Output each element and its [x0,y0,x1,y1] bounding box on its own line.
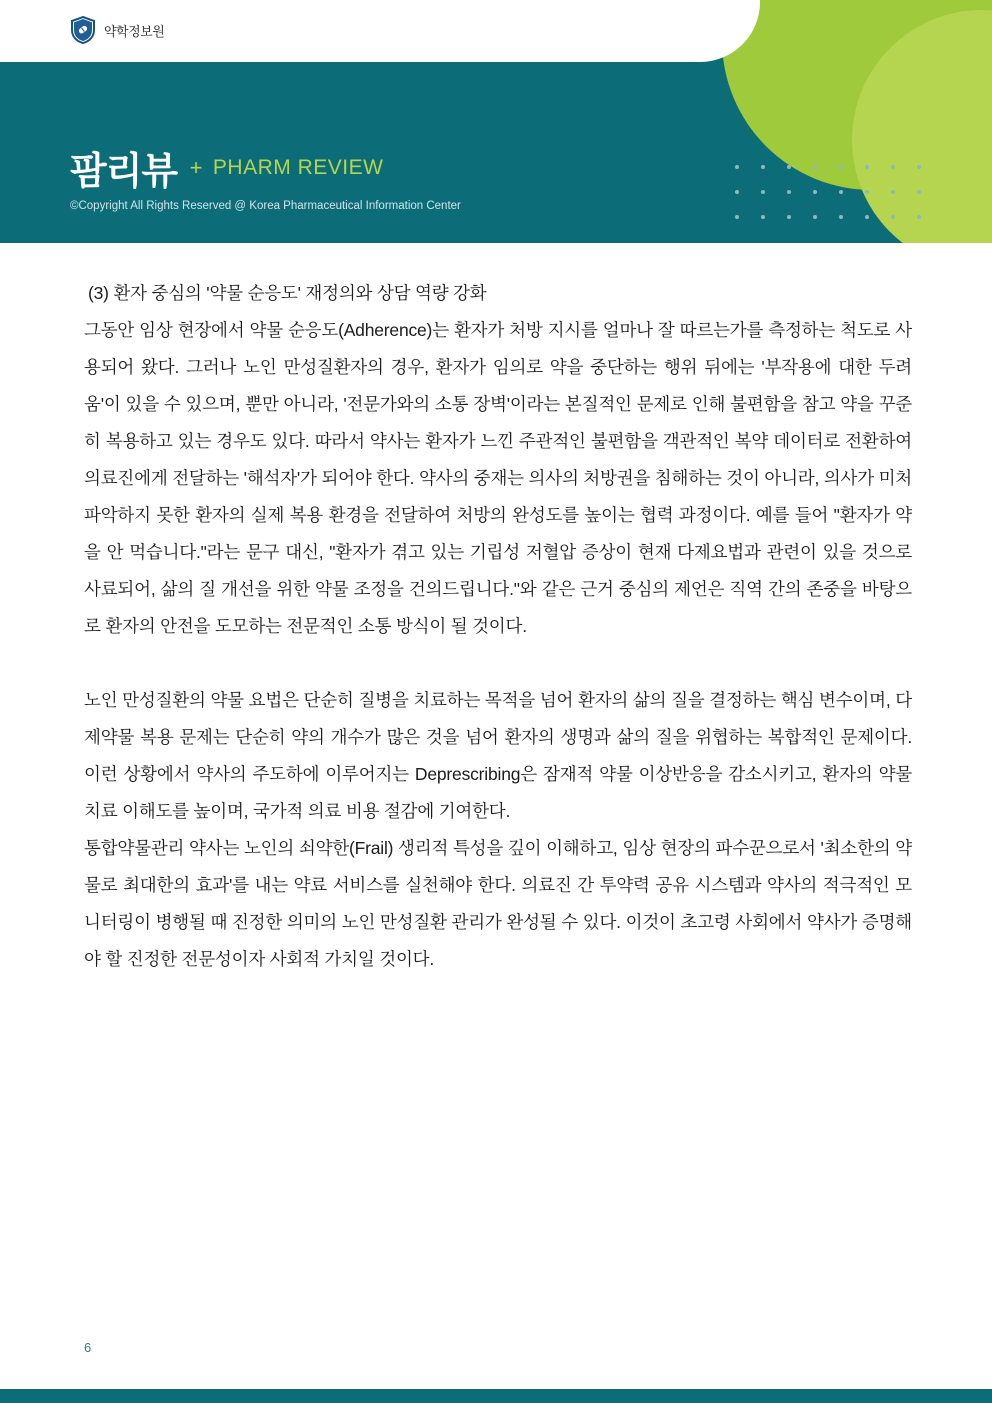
page-number: 6 [84,1340,92,1355]
page-header [0,0,992,243]
logo [70,16,164,44]
brand-title-ko: 팜리뷰 [70,151,178,193]
brand-title-en: PHARM REVIEW [212,155,384,179]
section-heading: (3) 환자 중심의 '약물 순응도' 재정의와 상담 역량 강화 [88,283,487,303]
shield-pill-icon [70,16,96,44]
paragraph-2: 노인 만성질환의 약물 요법은 단순히 질병을 치료하는 목적을 넘어 환자의 삶의 질을 결정하는 핵심 변수이며, 다제약물 복용 문제는 단순히 약의 개수가 많은 것을 넘어 환자의 생명과 삶의 질을 위협하는 복합적인 문제이다. 이런 상황에서 약사의 주도하에 이루어지는 Deprescribing은 잠재적 약물 이상반응을 감소시키고, 환자의 약물 치료 이해도를 높이며, 국가적 의료 비용 절감에 기여한다. [84,690,912,821]
brand-plus-icon: + [189,154,203,180]
paragraph-3: 통합약물관리 약사는 노인의 쇠약한(Frail) 생리적 특성을 깊이 이해하고, 임상 현장의 파수꾼으로서 '최소한의 약물로 최대한의 효과'를 내는 약료 서비스를 실천해야 한다. 의료진 간 투약력 공유 시스템과 약사의 적극적인 모니터링이 병행될 때 진정한 의미의 노인 만성질환 관리가 완성될 수 있다. 이것이 초고령 사회에서 약사가 증명해야 할 진정한 전문성이자 사회적 가치일 것이다. [84,838,912,969]
copyright-text: ©Copyright All Rights Reserved @ Korea Pharmaceutical Information Center [70,200,461,212]
article-body [84,275,912,978]
paragraph-1: 그동안 임상 현장에서 약물 순응도(Adherence)는 환자가 처방 지시를 얼마나 잘 따르는가를 측정하는 척도로 사용되어 왔다. 그러나 노인 만성질환자의 경우, 환자가 임의로 약을 중단하는 행위 뒤에는 '부작용에 대한 두려움'이 있을 수 있으며, 뿐만 아니라, '전문가와의 소통 장벽'이라는 본질적인 문제로 인해 불편함을 참고 약을 꾸준히 복용하고 있는 경우도 있다. 따라서 약사는 환자가 느낀 주관적인 불편함을 객관적인 복약 데이터로 전환하여 의료진에게 전달하는 '해석자'가 되어야 한다. 약사의 중재는 의사의 처방권을 침해하는 것이 아니라, 의사가 미처 파악하지 못한 환자의 실제 복용 환경을 전달하여 처방의 완성도를 높이는 협력 과정이다. 예를 들어 "환자가 약을 안 먹습니다."라는 문구 대신, "환자가 겪고 있는 기립성 저혈압 증상이 현재 다제요법과 관련이 있을 것으로 사료되어, 삶의 질 개선을 위한 약물 조정을 건의드립니다."와 같은 근거 중심의 제언은 직역 간의 존중을 바탕으로 환자의 안전을 도모하는 전문적인 소통 방식이 될 것이다. [84,320,912,636]
footer-bar [0,1389,992,1403]
decorative-dot-grid [735,165,925,221]
paragraph-spacer [84,645,912,682]
logo-label: 약학정보원 [104,23,165,39]
brand-title [70,140,383,195]
